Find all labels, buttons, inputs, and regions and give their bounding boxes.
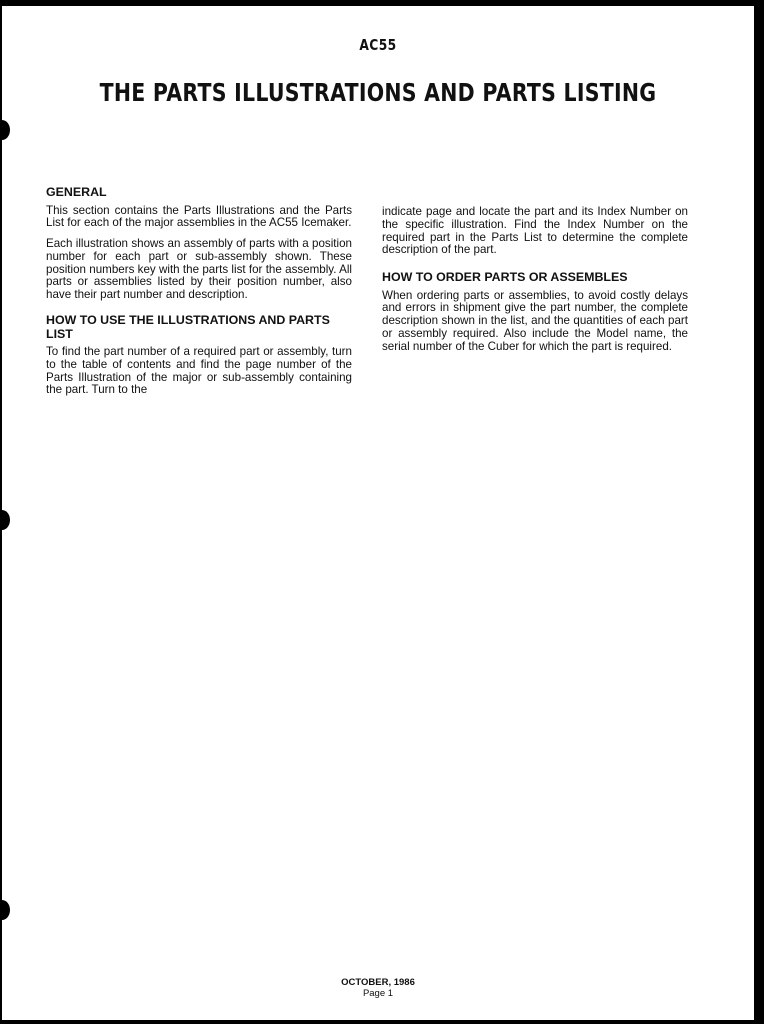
- left-column: [46, 186, 352, 405]
- punch-hole: [2, 120, 10, 140]
- page-footer: [2, 977, 754, 999]
- how-to-order-heading: HOW TO ORDER PARTS OR ASSEMBLES: [382, 270, 628, 285]
- punch-hole: [2, 900, 10, 920]
- how-to-use-paragraph-part-2: indicate page and locate the part and its Index Number on the specific illustration. Find the Index Number on the required part in the Parts List to determine the complete description of the part.: [382, 205, 688, 257]
- how-to-use-paragraph-part-1: To find the part number of a required part or assembly, turn to the table of contents and find the page number of the Parts Illustration of the major or sub-assembly containing the part. Turn to the: [46, 345, 352, 397]
- page-title: THE PARTS ILLUSTRATIONS AND PARTS LISTING: [99, 78, 657, 107]
- footer-date: OCTOBER, 1986: [341, 977, 415, 988]
- how-to-order-paragraph: When ordering parts or assemblies, to avoid costly delays and errors in shipment give the part number, the complete description shown in the list, and the quantities of each part or assembly required. Also include the Model name, the serial number of the Cuber for which the part is required.: [382, 288, 688, 353]
- right-column: [382, 206, 688, 362]
- document-code: AC55: [359, 36, 397, 54]
- general-paragraph-1: This section contains the Parts Illustrations and the Parts List for each of the major assemblies in the AC55 Icemaker.: [46, 203, 352, 230]
- document-page: [2, 6, 754, 1020]
- how-to-use-heading: HOW TO USE THE ILLUSTRATIONS AND PARTS LIST: [46, 313, 330, 341]
- punch-hole: [2, 510, 10, 530]
- page-number: Page 1: [362, 988, 394, 999]
- general-paragraph-2: Each illustration shows an assembly of parts with a position number for each part or sub-assembly shown. These position numbers key with the parts list for the assembly. All parts or assemblies listed by their position number, also have their part number and description.: [46, 237, 352, 302]
- general-heading: GENERAL: [46, 185, 107, 199]
